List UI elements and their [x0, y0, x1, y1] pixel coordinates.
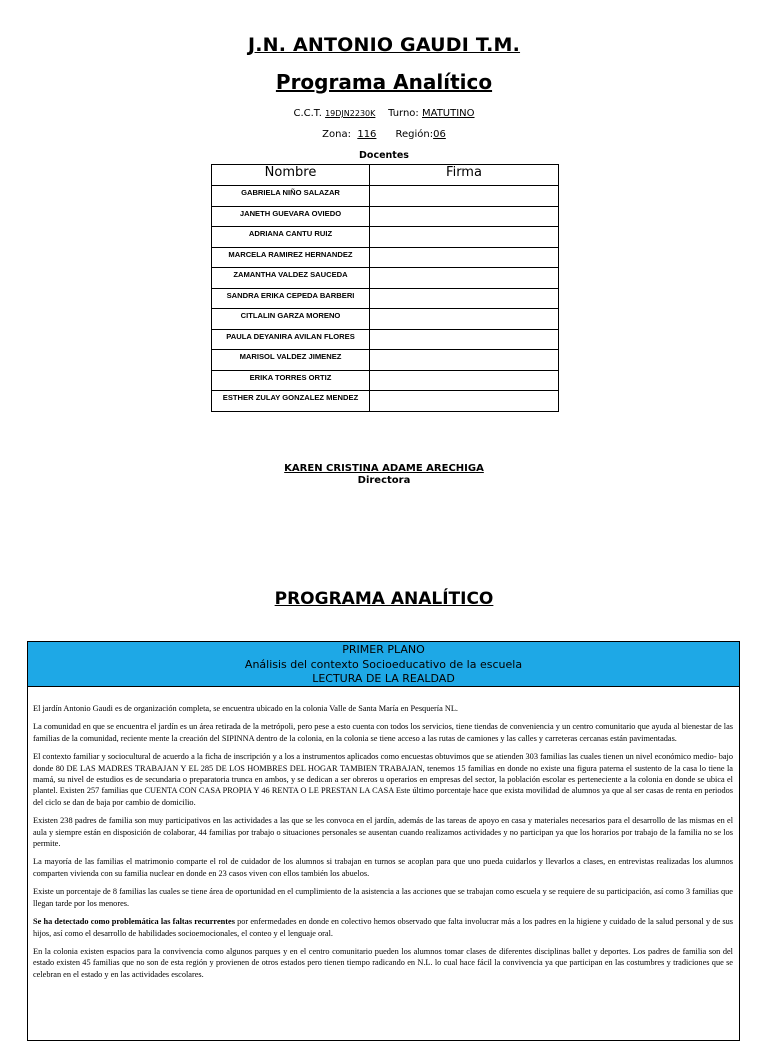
teacher-name: MARCELA RAMIREZ HERNANDEZ: [212, 247, 370, 268]
analysis-header: [28, 642, 739, 687]
table-header-row: [212, 165, 559, 186]
header-line-plane: PRIMER PLANO: [342, 643, 425, 656]
signature-cell: [370, 227, 559, 248]
signature-cell: [370, 268, 559, 289]
analysis-body: [28, 687, 739, 980]
table-row: [212, 206, 559, 227]
director-name: KAREN CRISTINA ADAME ARECHIGA: [284, 463, 484, 474]
paragraph: La mayoría de las familias el matrimonio comparte el rol de cuidador de los alumnos si trabajan en turnos se acoplan para que uno pueda cuidarlos y llevarlos a clases, en entrevistas realizadas los alumnos comparten vivienda con su familia nuclear en donde en 23 casos viven con ellos también los abuelos.: [33, 857, 733, 878]
paragraph: En la colonia existen espacios para la convivencia como algunos parques y en el centro comunitario pueden los alumnos tomar clases de diferentes disciplinas ballet y deportes. Los padres de familia son del estado existen 45 familias que no son de esta región y provienen de otros estados pero tienen tiempo radicando en N.L. lo cual hace fácil la convivencia ya que participan en las costumbres y tradiciones que se celebran en el estado y en las actividades escolares.: [33, 946, 733, 979]
signature-cell: [370, 329, 559, 350]
header-line-analysis: Análisis del contexto Socioeducativo de la escuela: [244, 657, 523, 671]
paragraph: Existen 238 padres de familia son muy participativos en las actividades a las que se les convoca en el jardín, además de las tareas de apoyo en casa y materiales necesarios para el desarrollo de las mismas en el aula y siempre están en disposición de colaborar, 44 familias por trabajo o situaciones personales se ausentan cuando realizamos actividades y no participan ya que los horarios por trabajo de la familia no se los permite.: [33, 816, 733, 849]
paragraph: [33, 916, 733, 939]
teacher-name: PAULA DEYANIRA AVILAN FLORES: [212, 329, 370, 350]
teacher-name: ESTHER ZULAY GONZALEZ MENDEZ: [212, 391, 370, 412]
table-row: [212, 350, 559, 371]
cct-turno-line: [0, 108, 768, 119]
zona-value: 116: [357, 129, 377, 140]
school-name: J.N. ANTONIO GAUDI T.M.: [247, 34, 521, 56]
teacher-name: JANETH GUEVARA OVIEDO: [212, 206, 370, 227]
turno-value: MATUTINO: [422, 108, 475, 119]
teacher-name: SANDRA ERIKA CEPEDA BARBERI: [212, 288, 370, 309]
signature-cell: [370, 247, 559, 268]
table-row: [212, 186, 559, 207]
director-role: Directora: [357, 475, 411, 486]
teacher-name: MARISOL VALDEZ JIMENEZ: [212, 350, 370, 371]
table-row: [212, 391, 559, 412]
table-row: [212, 370, 559, 391]
signature-cell: [370, 350, 559, 371]
teachers-table: [211, 164, 559, 412]
table-row: [212, 309, 559, 330]
signature-cell: [370, 309, 559, 330]
teacher-name: CITLALIN GARZA MORENO: [212, 309, 370, 330]
zona-label: Zona:: [322, 129, 351, 140]
paragraph: Existe un porcentaje de 8 familias las cuales se tiene área de oportunidad en el cumplimiento de la asistencia a las acciones que se trabajan como escuela y se requiere de su participación, así como 3 familias que llegan tarde por los menores.: [33, 887, 733, 908]
table-row: [212, 247, 559, 268]
table-row: [212, 288, 559, 309]
analysis-box: [27, 641, 740, 1041]
signature-cell: [370, 288, 559, 309]
region-label: Región:: [395, 129, 434, 140]
signature-cell: [370, 370, 559, 391]
column-header-signature: Firma: [370, 165, 559, 186]
signature-cell: [370, 206, 559, 227]
signature-cell: [370, 186, 559, 207]
problem-highlight: Se ha detectado como problemática las faltas recurrentes: [33, 917, 235, 927]
table-row: [212, 268, 559, 289]
cct-label: C.C.T.: [293, 108, 322, 119]
signature-cell: [370, 391, 559, 412]
zona-region-line: [0, 129, 768, 140]
teacher-name: ERIKA TORRES ORTIZ: [212, 370, 370, 391]
table-row: [212, 227, 559, 248]
teacher-name: GABRIELA NIÑO SALAZAR: [212, 186, 370, 207]
paragraph-text: por enfermedades en donde en colectivo hemos observado que falta involucrar más a los padres en la higiene y cuidado de la salud personal y de sus hijos, así como el desarrollo de habilidades socioemocionales, el conteo y el lenguaje oral.: [33, 917, 733, 938]
document-title: Programa Analítico: [275, 70, 493, 94]
header-line-reading: LECTURA DE LA REALDAD: [312, 672, 455, 685]
docentes-label: Docentes: [359, 150, 409, 161]
table-row: [212, 329, 559, 350]
turno-label: Turno:: [388, 108, 419, 119]
paragraph: El contexto familiar y sociocultural de acuerdo a la ficha de inscripción y a los a instrumentos aplicados como encuestas obtuvimos que se atienden 303 familias las cuales tienen un nivel económico medio- bajo donde 80 DE LAS MADRES TRABAJAN Y EL 285 DE LOS HOMBRES DEL HOGAR TAMBIEN TRABAJAN, tenemos 15 familias en donde no existe una figura paterna el sustento de la casa lo tiene la mamá, su nivel de estudios es de secundaria o preparatoria trunca en ambos, y se dedican a ser obreros u operarios en empresas del sector, la población escolar es perteneciente a la colonia en donde se ubica el plantel. Existen 257 familias que CUENTA CON CASA PROPIA Y 46 RENTA O LE PRESTAN LA CASA Este último porcentaje hace que exista movilidad de alumnos ya que al ser casas de renta en periodos del ciclo se dan de baja por cambio de domicilio.: [33, 752, 733, 807]
cct-value: 19DJN2230K: [325, 109, 376, 118]
region-value: 06: [433, 129, 446, 140]
paragraph: El jardín Antonio Gaudi es de organización completa, se encuentra ubicado en la colonia Valle de Santa María en Pesquería NL.: [33, 704, 458, 713]
section-title: PROGRAMA ANALÍTICO: [274, 589, 494, 609]
column-header-name: Nombre: [212, 165, 370, 186]
paragraph: La comunidad en que se encuentra el jardín es un área retirada de la metrópoli, pero pese a esto cuenta con todos los servicios, tiene tiendas de conveniencia y un centro comunitario que ayuda al bienestar de las familias de la comunidad, reciente mente la creación del SIPINNA dentro de la colonia, en la colonia se tiene acceso a las rutas de camiones y las calles y carreteras cercanas están pavimentadas.: [33, 722, 733, 743]
teacher-name: ADRIANA CANTU RUIZ: [212, 227, 370, 248]
teacher-name: ZAMANTHA VALDEZ SAUCEDA: [212, 268, 370, 289]
